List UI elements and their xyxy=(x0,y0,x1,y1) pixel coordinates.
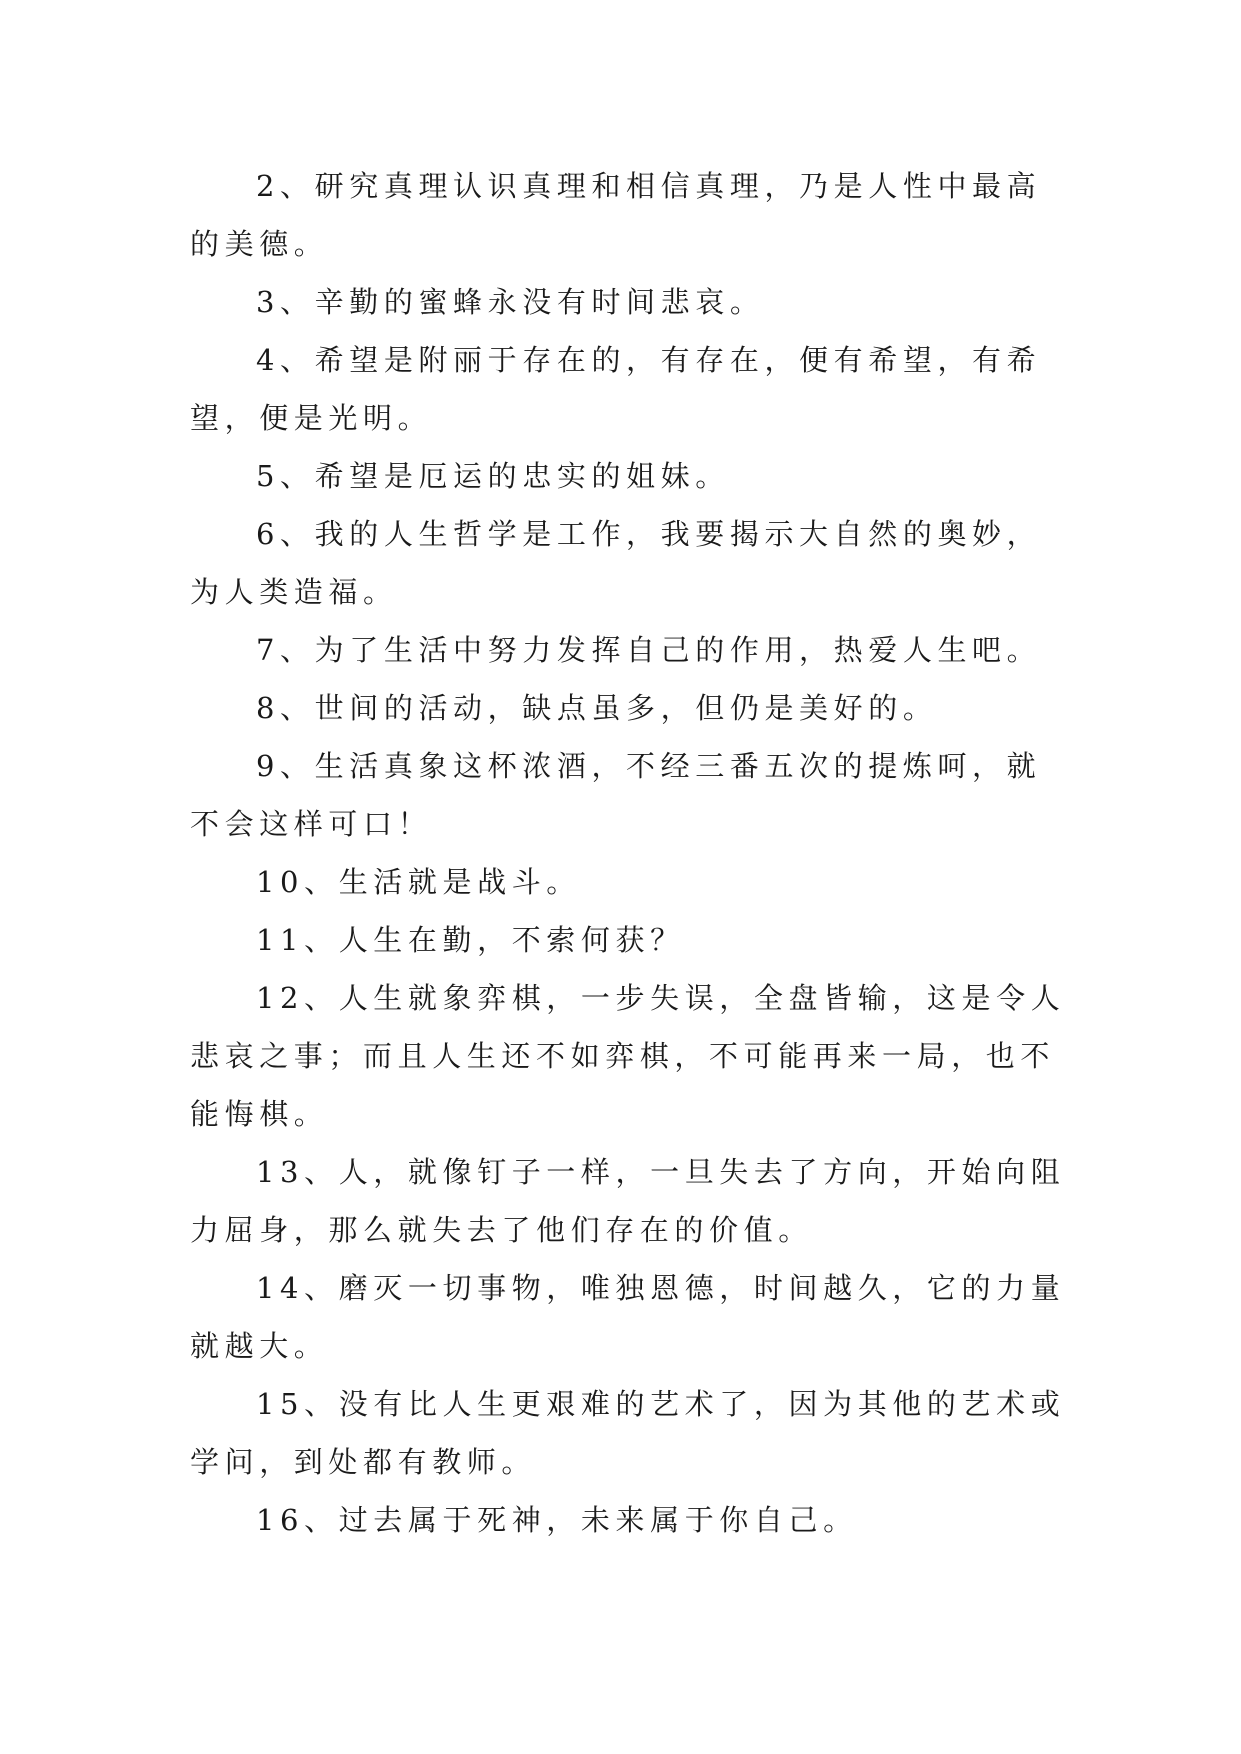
paragraph-4: 4、希望是附丽于存在的，有存在，便有希望，有希望，便是光明。 xyxy=(190,343,1042,435)
paragraph-16: 16、过去属于死神，未来属于你自己。 xyxy=(256,1503,858,1537)
paragraph-11: 11、人生在勤，不索何获？ xyxy=(256,923,685,957)
paragraph-12: 12、人生就象弈棋，一步失误，全盘皆输，这是令人悲哀之事；而且人生还不如弈棋，不可能再来一局，也不能悔棋。 xyxy=(190,981,1066,1131)
paragraph-9: 9、生活真象这杯浓酒，不经三番五次的提炼呵，就不会这样可口！ xyxy=(190,749,1042,841)
paragraph-2: 2、研究真理认识真理和相信真理，乃是人性中最高的美德。 xyxy=(190,169,1042,261)
paragraph-7: 7、为了生活中努力发挥自己的作用，热爱人生吧。 xyxy=(256,633,1042,667)
paragraph-10: 10、生活就是战斗。 xyxy=(256,865,581,899)
paragraph-6: 6、我的人生哲学是工作，我要揭示大自然的奥妙，为人类造福。 xyxy=(190,517,1042,609)
paragraph-8: 8、世间的活动，缺点虽多，但仍是美好的。 xyxy=(256,691,938,725)
paragraph-5: 5、希望是厄运的忠实的姐妹。 xyxy=(256,459,730,493)
paragraph-3: 3、辛勤的蜜蜂永没有时间悲哀。 xyxy=(256,285,765,319)
paragraph-13: 13、人，就像钉子一样，一旦失去了方向，开始向阻力屈身，那么就失去了他们存在的价值。 xyxy=(190,1155,1066,1247)
document-body xyxy=(190,157,1070,1549)
paragraph-15: 15、没有比人生更艰难的艺术了，因为其他的艺术或学问，到处都有教师。 xyxy=(190,1387,1066,1479)
paragraph-14: 14、磨灭一切事物，唯独恩德，时间越久，它的力量就越大。 xyxy=(190,1271,1066,1363)
